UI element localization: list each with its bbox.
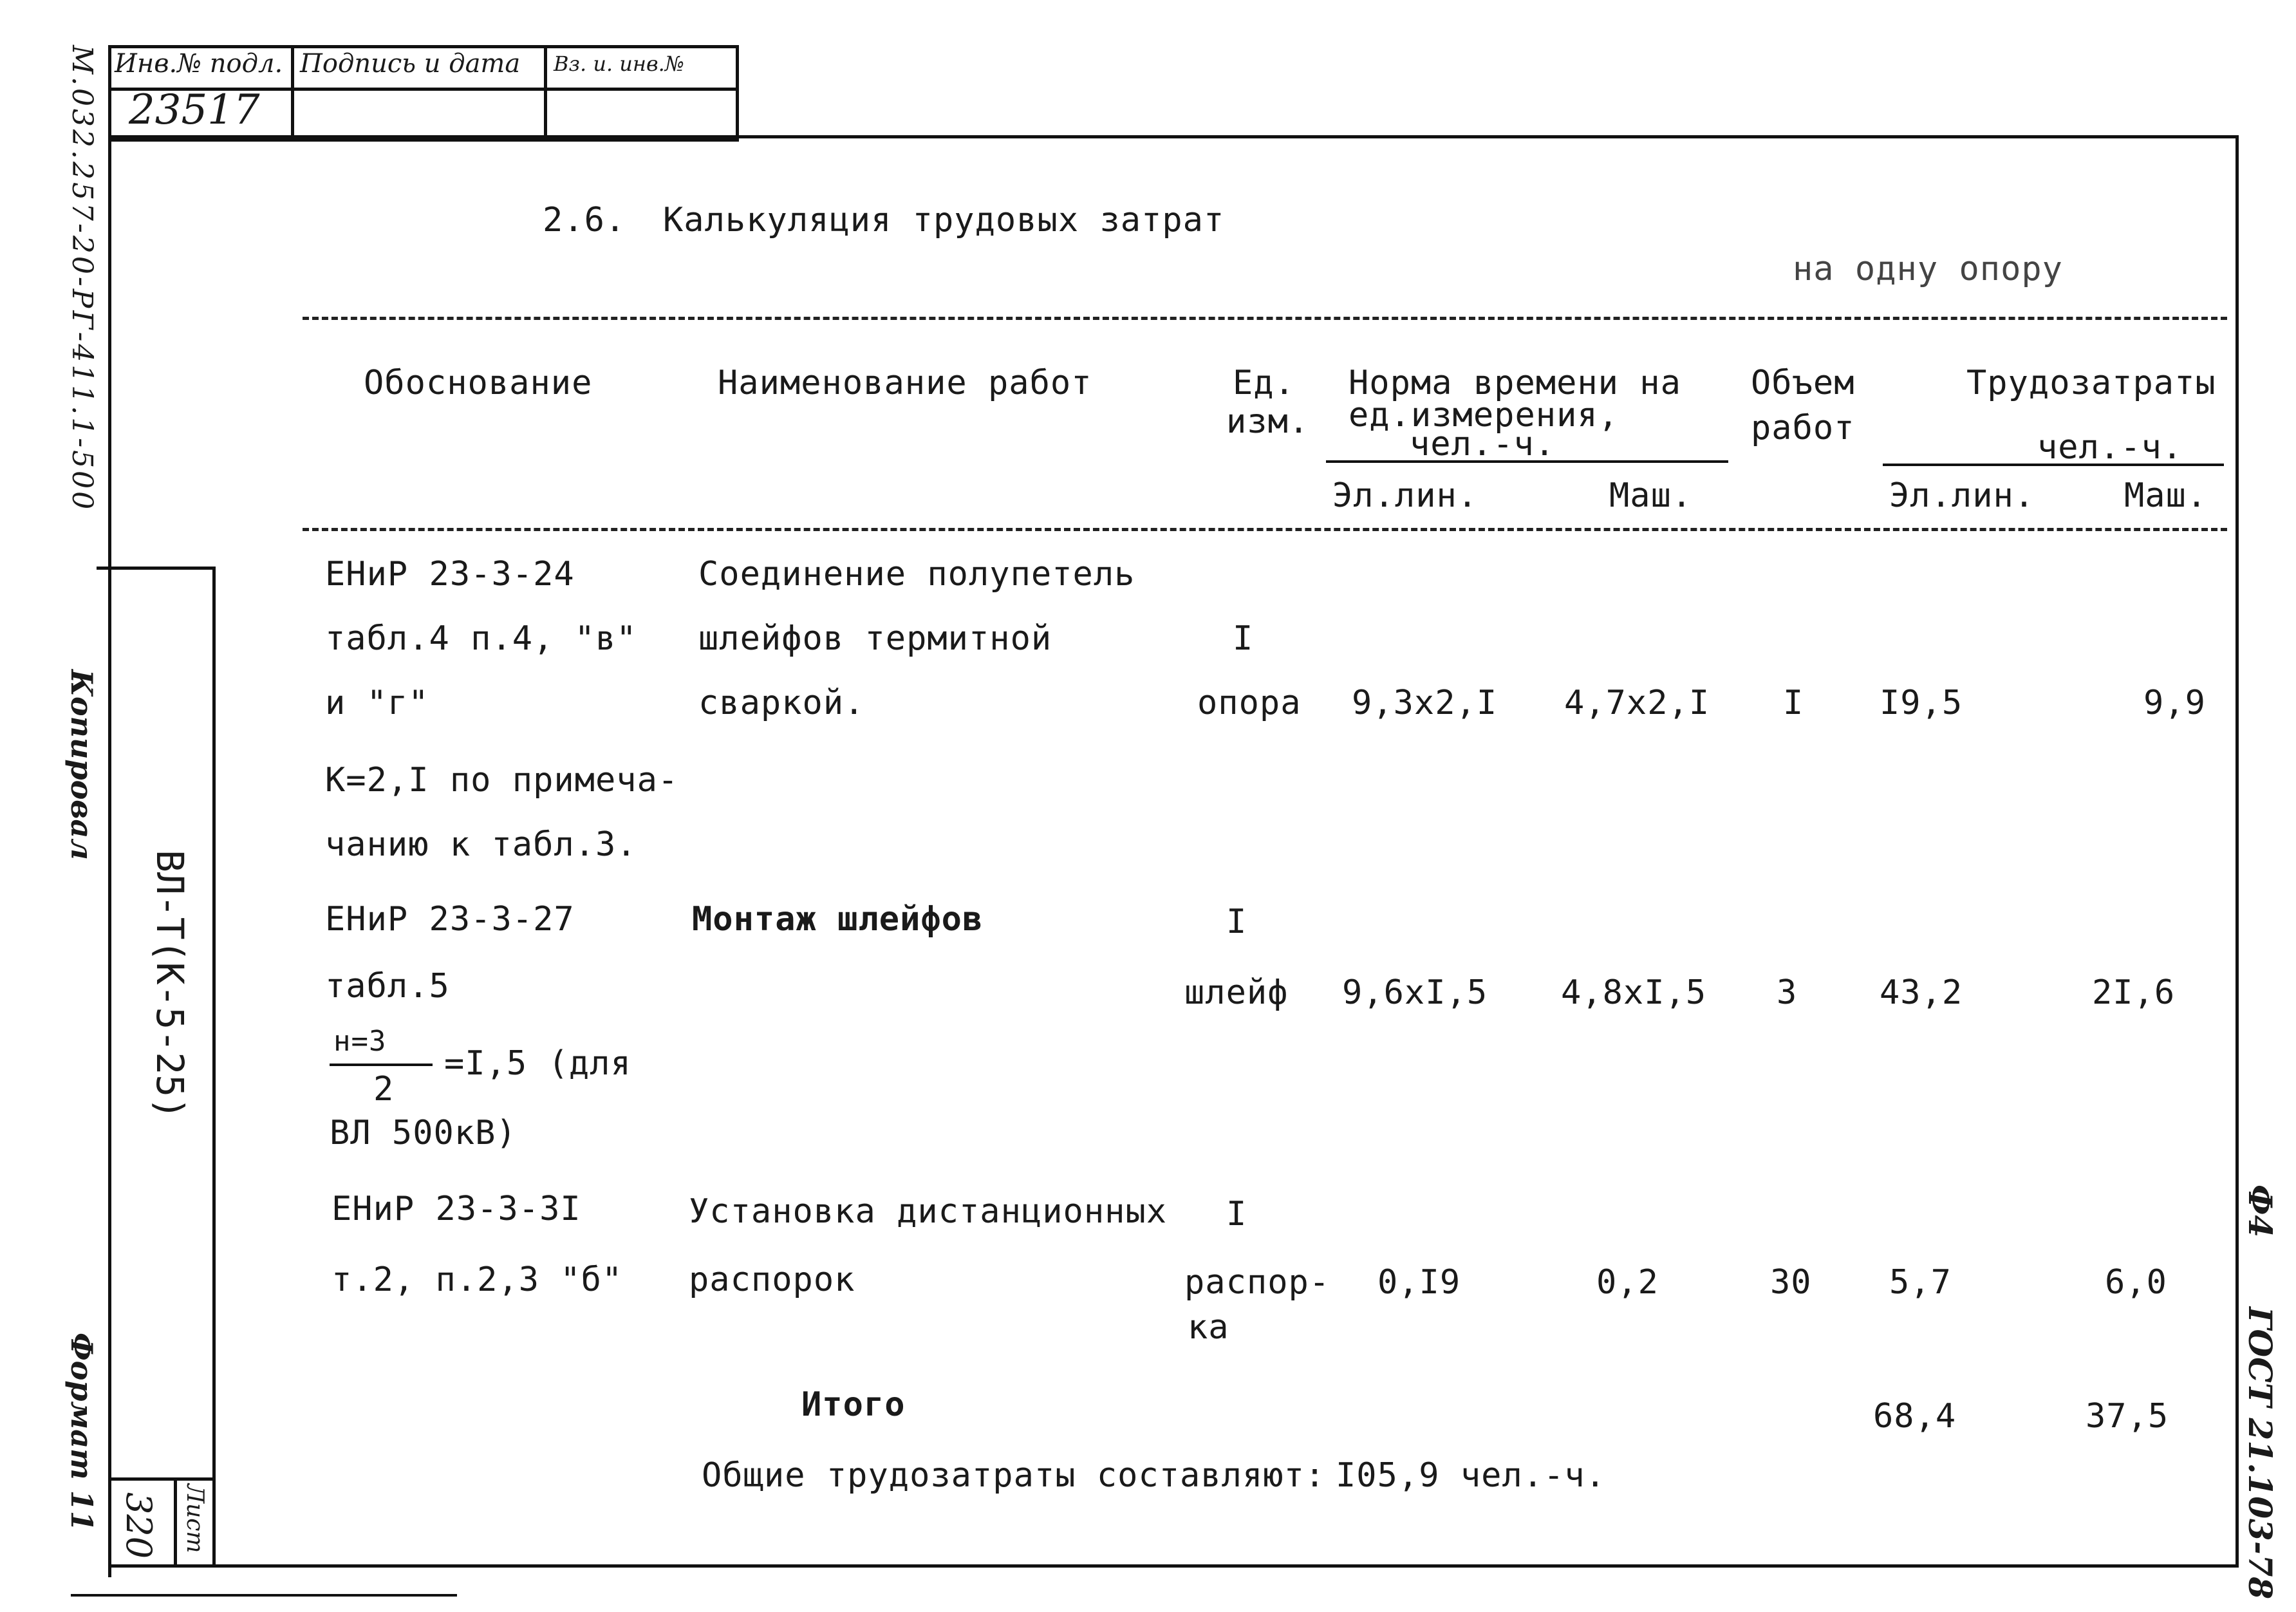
side-block-top: [97, 567, 216, 570]
row2-labor-el: 43,2: [1880, 973, 1963, 1012]
row2-norm-mash: 4,8хI,5: [1561, 973, 1707, 1012]
row1-basis-line2: табл.4 п.4, "в": [325, 619, 637, 658]
row2-unit-qty: I: [1226, 903, 1247, 941]
row2-basis-line2: табл.5: [325, 967, 450, 1006]
total-label: Итого: [801, 1385, 906, 1424]
row1-basis-line1: ЕНиР 23-3-24: [325, 555, 575, 594]
row1-work-line2: шлейфов термитной: [698, 619, 1052, 658]
row3-norm-el: 0,I9: [1377, 1263, 1461, 1302]
col-volume-header-1: Объем: [1751, 364, 1855, 402]
row2-formula-tail: =I,5 (для: [444, 1044, 631, 1083]
row3-unit-qty: I: [1226, 1195, 1247, 1233]
row2-work-line1: Монтаж шлейфов: [692, 900, 984, 939]
row3-norm-mash: 0,2: [1596, 1263, 1659, 1302]
col-unit-header-2: изм.: [1226, 402, 1310, 441]
norm-mash-subheader: Маш.: [1609, 476, 1693, 515]
norm-header-underline: [1326, 460, 1728, 463]
row1-norm-el: 9,3х2,I: [1352, 684, 1498, 722]
norm-el-subheader: Эл.лин.: [1332, 476, 1479, 515]
row2-volume: 3: [1777, 973, 1798, 1012]
row3-basis-line2: т.2, п.2,3 "б": [331, 1261, 623, 1299]
row3-work-line2: распорок: [689, 1261, 855, 1299]
row2-norm-el: 9,6хI,5: [1342, 973, 1488, 1012]
total-mash: 37,5: [2086, 1397, 2169, 1436]
section-number: 2.6.: [543, 201, 626, 239]
row3-labor-el: 5,7: [1889, 1263, 1952, 1302]
row1-basis-line3: и "г": [325, 684, 429, 722]
row1-basis-line5: чанию к табл.3.: [325, 825, 637, 864]
row2-formula-bar: [330, 1064, 433, 1066]
side-block-right-edge: [212, 567, 216, 1564]
col-basis-header: Обоснование: [364, 364, 593, 402]
row1-unit-qty: I: [1233, 619, 1254, 658]
col-norm-header-3: чел.-ч.: [1410, 425, 1556, 464]
row2-formula-den: 2: [373, 1070, 395, 1109]
row1-work-line3: сваркой.: [698, 684, 865, 722]
summary-label: Общие трудозатраты составляют:: [702, 1456, 1326, 1495]
section-subtitle: на одну опору: [1793, 250, 2063, 288]
total-el: 68,4: [1873, 1397, 1957, 1436]
row1-norm-mash: 4,7х2,I: [1564, 684, 1710, 722]
stamp-col-divider-1: [291, 45, 294, 138]
right-gost-mark: ГОСТ 21.103-78: [2241, 1307, 2279, 1600]
stamp-replace-label: Вз. и. инв.№: [554, 52, 685, 76]
row2-formula-line2: ВЛ 500кВ): [330, 1114, 517, 1152]
stamp-inv-label: Инв.№ подл.: [115, 49, 283, 79]
row2-labor-mash: 2I,6: [2092, 973, 2176, 1012]
side-doc-code: ВЛ-Т(К-5-25): [148, 850, 192, 1120]
labor-mash-subheader: Маш.: [2124, 476, 2208, 515]
summary-value: I05,9 чел.-ч.: [1336, 1456, 1606, 1495]
labor-header-underline: [1883, 464, 2224, 466]
row2-unit: шлейф: [1184, 973, 1289, 1012]
row1-labor-mash: 9,9: [2143, 684, 2206, 722]
row1-basis-line4: К=2,I по примеча-: [325, 761, 679, 800]
col-norm-header-2: ед.измерения,: [1349, 396, 1619, 435]
stamp-inv-number: 23517: [129, 86, 260, 134]
row3-basis-line1: ЕНиР 23-3-3I: [331, 1190, 581, 1228]
side-block-sheet-col: [174, 1477, 177, 1564]
sheet-label: Лист: [182, 1484, 208, 1553]
row3-work-line1: Установка дистанционных: [689, 1192, 1168, 1231]
header-bottom-rule: [303, 528, 2227, 531]
row1-work-line1: Соединение полупетель: [698, 555, 1135, 594]
col-volume-header-2: работ: [1751, 409, 1855, 447]
row1-unit: опора: [1197, 684, 1302, 722]
row2-basis-line1: ЕНиР 23-3-27: [325, 900, 575, 939]
stamp-col-divider-2: [544, 45, 547, 138]
section-title: Калькуляция трудовых затрат: [663, 201, 1225, 239]
labor-el-subheader: Эл.лин.: [1889, 476, 2035, 515]
sheet-number: 320: [118, 1492, 159, 1559]
left-copied-mark: Копировал: [64, 670, 99, 860]
col-norm-header-1: Норма времени на: [1349, 364, 1681, 402]
row3-unit-line2: ка: [1188, 1308, 1229, 1347]
row3-volume: 30: [1770, 1263, 1812, 1302]
row3-unit-line1: распор-: [1184, 1263, 1330, 1302]
bottom-stray-line: [71, 1594, 457, 1597]
row3-labor-mash: 6,0: [2105, 1263, 2167, 1302]
col-labor-header-2: чел.-ч.: [2037, 428, 2183, 467]
col-unit-header-1: Ед.: [1233, 364, 1295, 402]
right-form-mark: Ф4: [2241, 1185, 2279, 1238]
row1-volume: I: [1783, 684, 1804, 722]
left-format-mark: Формат 11: [64, 1333, 99, 1532]
row2-formula-num: н=3: [333, 1025, 387, 1058]
col-labor-header-1: Трудозатраты: [1966, 364, 2216, 402]
col-work-header: Наименование работ: [718, 364, 1092, 402]
row1-labor-el: I9,5: [1880, 684, 1963, 722]
header-top-rule: [303, 317, 2227, 320]
side-block-sheet-divider: [108, 1477, 214, 1481]
stamp-sign-label: Подпись и дата: [300, 49, 521, 79]
left-margin-code: М.032.257-20-РГ-411.1-500: [66, 45, 98, 512]
